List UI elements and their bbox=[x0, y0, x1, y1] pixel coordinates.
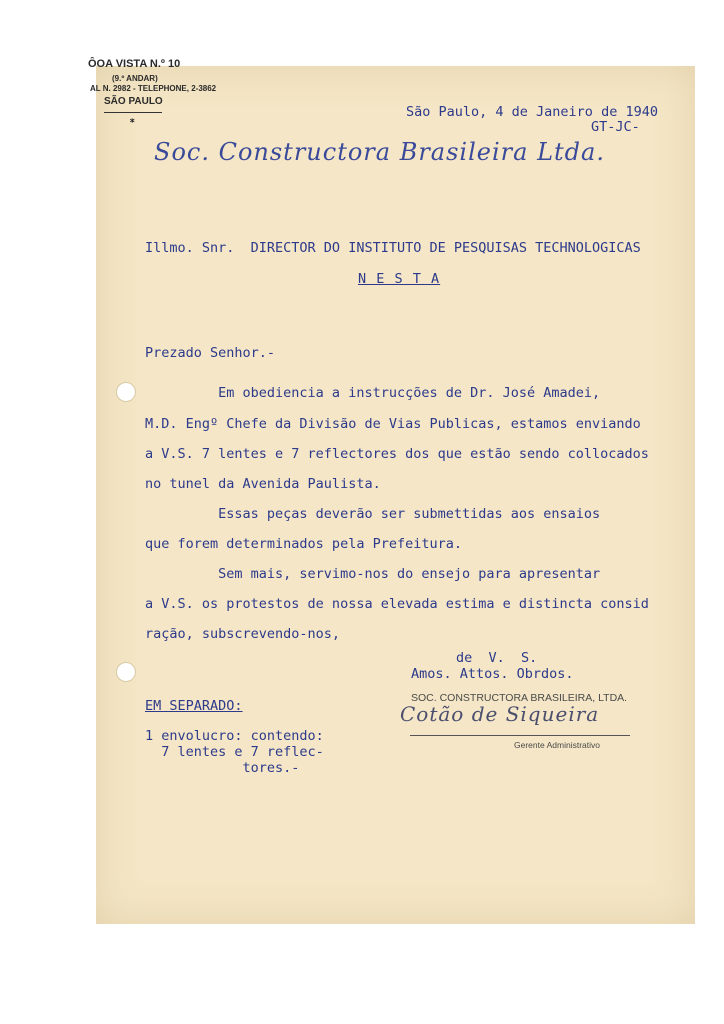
body-line-8: a V.S. os protestos de nossa elevada estima e distincta consid bbox=[145, 596, 649, 612]
signature: Cotão de Siqueira bbox=[400, 702, 600, 726]
closing-line-1: de V. S. bbox=[456, 650, 538, 666]
handwritten-note: Soc. Constructora Brasileira Ltda. bbox=[154, 138, 605, 166]
company-stamp: SOC. CONSTRUCTORA BRASILEIRA, LTDA. bbox=[411, 692, 628, 704]
letterhead-ornament: ⁎ bbox=[130, 114, 135, 124]
punch-hole-top bbox=[116, 382, 136, 402]
addressee-nesta: N E S T A bbox=[358, 271, 441, 287]
punch-hole-bottom bbox=[116, 662, 136, 682]
body-line-2: M.D. Engº Chefe da Divisão de Vias Publicas, estamos enviando bbox=[145, 416, 641, 432]
body-line-1: Em obediencia a instrucções de Dr. José Amadei, bbox=[145, 385, 601, 401]
signature-line bbox=[410, 735, 630, 736]
body-line-9: ração, subscrevendo-nos, bbox=[145, 626, 341, 642]
body-line-3: a V.S. 7 lentes e 7 reflectores dos que estão sendo collocados bbox=[145, 446, 649, 462]
letterhead-address: ÔOA VISTA N.º 10 bbox=[88, 58, 181, 70]
reference-code: GT-JC- bbox=[591, 119, 640, 135]
signature-title: Gerente Administrativo bbox=[514, 740, 600, 750]
letter-paper bbox=[96, 66, 695, 924]
body-line-7: Sem mais, servimo-nos do ensejo para apresentar bbox=[145, 566, 601, 582]
letterhead-divider bbox=[104, 112, 162, 113]
letterhead-city: SÃO PAULO bbox=[104, 96, 163, 107]
letterhead-phone: AL N. 2982 - TELEPHONE, 2-3862 bbox=[90, 84, 217, 93]
date-line: São Paulo, 4 de Janeiro de 1940 bbox=[406, 104, 658, 120]
body-line-5: Essas peças deverão ser submettidas aos ensaios bbox=[145, 506, 601, 522]
body-line-4: no tunel da Avenida Paulista. bbox=[145, 476, 381, 492]
closing-line-2: Amos. Attos. Obrdos. bbox=[411, 666, 574, 682]
letterhead-floor: (9.º ANDAR) bbox=[112, 74, 158, 83]
salutation: Prezado Senhor.- bbox=[145, 345, 276, 361]
body-line-6: que forem determinados pela Prefeitura. bbox=[145, 536, 462, 552]
enclosure-heading: EM SEPARADO: bbox=[145, 698, 243, 714]
addressee-line: Illmo. Snr. DIRECTOR DO INSTITUTO DE PESQUISAS TECHNOLOGICAS bbox=[145, 240, 641, 256]
enclosure-line-2: 7 lentes e 7 reflec- bbox=[145, 744, 324, 760]
enclosure-line-3: tores.- bbox=[145, 760, 300, 776]
enclosure-line-1: 1 envolucro: contendo: bbox=[145, 728, 324, 744]
